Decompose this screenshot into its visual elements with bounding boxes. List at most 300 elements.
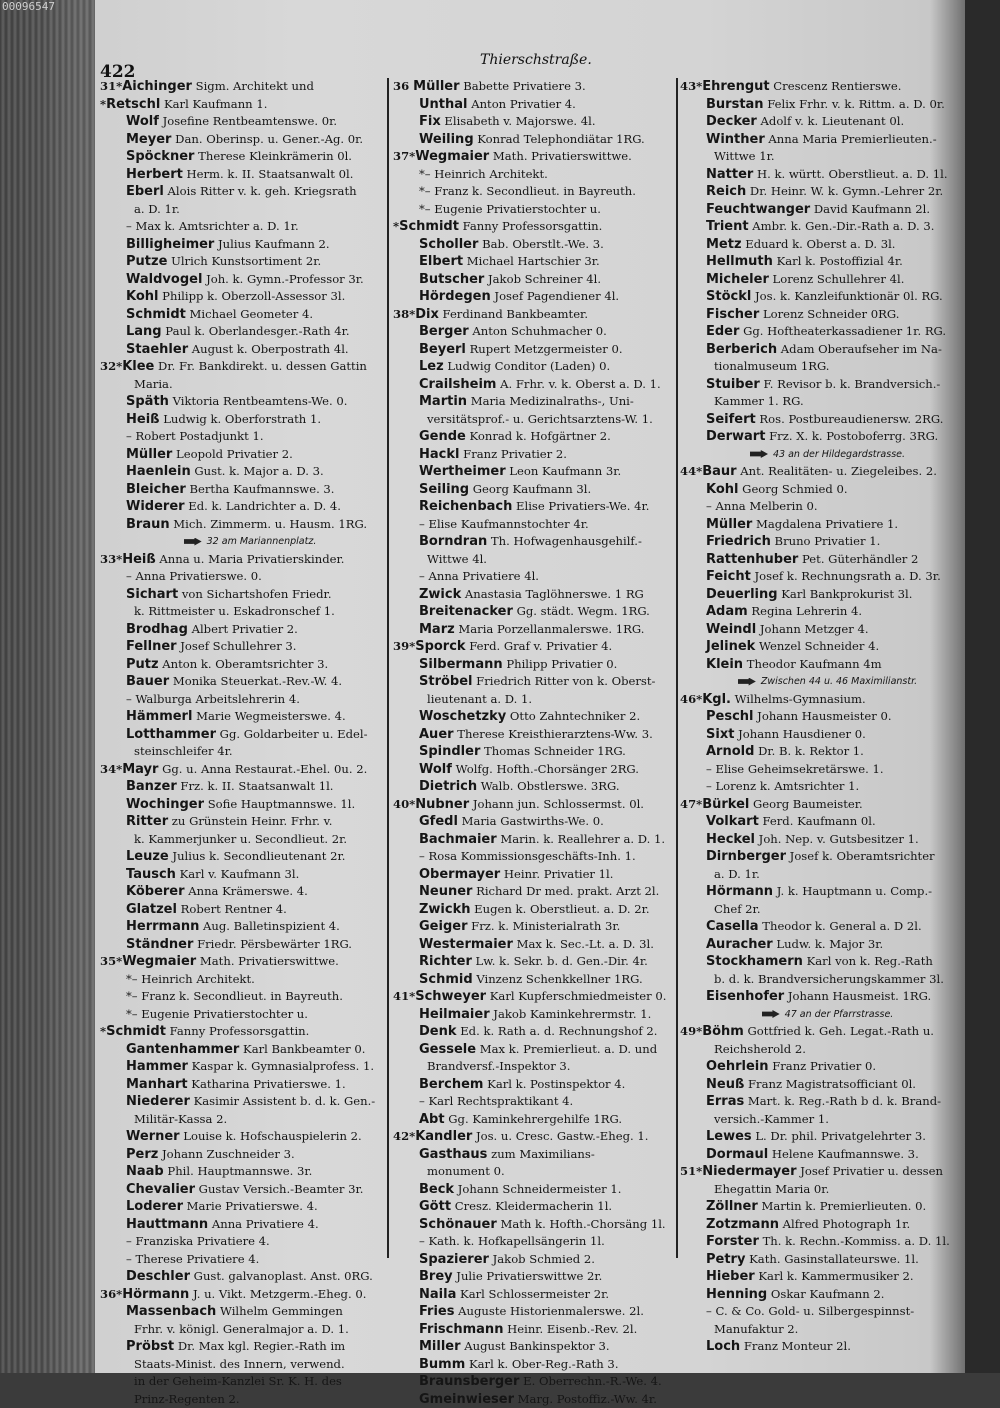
- entry-details: Johann Zuschneider 3.: [158, 1147, 294, 1161]
- directory-entry: [680, 253, 965, 271]
- directory-entry: – C. & Co. Gold- u. Silbergespinnst-: [680, 1303, 965, 1321]
- surname: Waldvogel: [126, 272, 202, 287]
- entry-details: Ludwig Conditor (Laden) 0.: [444, 359, 610, 373]
- entry-details: Joh. k. Gymn.-Professor 3r.: [202, 272, 363, 286]
- entry-details: Bab. Oberstlt.-We. 3.: [478, 237, 603, 251]
- directory-entry: [100, 113, 390, 131]
- surname: Auer: [419, 727, 454, 742]
- surname: Neuß: [706, 1077, 744, 1092]
- directory-entry: [100, 1268, 390, 1286]
- entry-details: Maria Medizinalraths-, Uni-: [467, 394, 634, 408]
- entry-continuation: Wittwe 1r.: [680, 148, 965, 166]
- directory-entry: [680, 1268, 965, 1286]
- directory-entry: [680, 1286, 965, 1304]
- entry-continuation: a. D. 1r.: [680, 866, 965, 884]
- directory-entry: [680, 481, 965, 499]
- entry-details: Georg Kaufmann 3l.: [469, 482, 591, 496]
- house-number: *: [100, 1024, 106, 1038]
- directory-entry: [393, 446, 676, 464]
- entry-details: Josef Privatier u. dessen: [797, 1164, 943, 1178]
- pointing-hand-icon: [184, 538, 202, 546]
- surname: Zotzmann: [706, 1217, 779, 1232]
- entry-details: A. Frhr. v. k. Oberst a. D. 1.: [496, 377, 660, 391]
- surname: Adam: [706, 604, 748, 619]
- entry-details: Karl Kupferschmiedmeister 0.: [486, 989, 666, 1003]
- entry-details: Frz. X. k. Postoboferrg. 3RG.: [765, 429, 938, 443]
- directory-entry: [393, 1321, 676, 1339]
- entry-continuation: monument 0.: [393, 1163, 676, 1181]
- directory-entry: – Walburga Arbeitslehrerin 4.: [100, 691, 390, 709]
- surname: Wolf: [419, 762, 452, 777]
- directory-entry: [393, 656, 676, 674]
- entry-details: Herm. k. II. Staatsanwalt 0l.: [183, 167, 354, 181]
- directory-entry: [100, 1058, 390, 1076]
- entry-details: Alfred Photograph 1r.: [779, 1217, 910, 1231]
- entry-details: von Sichartshofen Friedr.: [178, 587, 331, 601]
- entry-details: Ed. k. Rath a. d. Rechnungshof 2.: [457, 1024, 658, 1038]
- directory-entry: [100, 708, 390, 726]
- house-number: 38*: [393, 307, 415, 321]
- directory-entry: [100, 848, 390, 866]
- directory-entry: [680, 288, 965, 306]
- entry-details: Oskar Kaufmann 2.: [767, 1287, 884, 1301]
- directory-entry: [680, 306, 965, 324]
- directory-entry: [680, 1076, 965, 1094]
- entry-continuation: Reichsherold 2.: [680, 1041, 965, 1059]
- directory-entry: [680, 1251, 965, 1269]
- surname: Decker: [706, 114, 757, 129]
- entry-details: Otto Zahntechniker 2.: [506, 709, 640, 723]
- entry-details: Dr. Fr. Bankdirekt. u. dessen Gattin: [154, 359, 367, 373]
- directory-entry: [393, 1041, 676, 1059]
- entry-details: Max k. Premierlieut. a. D. und: [476, 1042, 657, 1056]
- surname: Dirnberger: [706, 849, 786, 864]
- location-note: [680, 673, 965, 691]
- entry-details: Julius Kaufmann 2.: [214, 237, 329, 251]
- directory-entry: [100, 1023, 390, 1041]
- surname: Spöckner: [126, 149, 194, 164]
- directory-entry: [393, 498, 676, 516]
- directory-entry: [100, 726, 390, 744]
- surname: Zwickh: [419, 902, 471, 917]
- entry-details: Ulrich Kunstsortiment 2r.: [167, 254, 321, 268]
- directory-entry: [393, 533, 676, 551]
- directory-entry: [393, 883, 676, 901]
- surname: Spindler: [419, 744, 480, 759]
- directory-entry: [100, 288, 390, 306]
- surname: Abt: [419, 1112, 445, 1127]
- surname: Wegmaier: [122, 954, 196, 969]
- directory-entry: – Elise Kaufmannstochter 4r.: [393, 516, 676, 534]
- entry-details: Anton Schuhmacher 0.: [469, 324, 607, 338]
- surname: Werner: [126, 1129, 180, 1144]
- entry-continuation: Militär-Kassa 2.: [100, 1111, 390, 1129]
- surname: Eisenhofer: [706, 989, 784, 1004]
- entry-details: Richard Dr med. prakt. Arzt 2l.: [472, 884, 659, 898]
- surname: Hammer: [126, 1059, 188, 1074]
- surname: Schmidt: [126, 307, 186, 322]
- directory-entry: [393, 603, 676, 621]
- entry-details: Konrad k. Hofgärtner 2.: [466, 429, 611, 443]
- directory-entry: [100, 358, 390, 376]
- entry-details: Franz Privatier 0.: [769, 1059, 876, 1073]
- directory-entry: [100, 586, 390, 604]
- directory-entry: – Therese Privatiere 4.: [100, 1251, 390, 1269]
- entry-details: Gg. Goldarbeiter u. Edel-: [216, 727, 368, 741]
- directory-entry: [680, 183, 965, 201]
- directory-entry: [680, 218, 965, 236]
- surname: Hauttmann: [126, 1217, 208, 1232]
- entry-details: Elisabeth v. Majorswe. 4l.: [441, 114, 596, 128]
- directory-entry: [393, 1391, 676, 1408]
- directory-entry: *– Eugenie Privatierstochter u.: [100, 1006, 390, 1024]
- surname: Beck: [419, 1182, 454, 1197]
- entry-details: Wenzel Schneider 4.: [755, 639, 879, 653]
- entry-details: Gg. u. Anna Restaurat.-Ehel. 0u. 2.: [158, 762, 367, 776]
- entry-details: Adolf v. k. Lieutenant 0l.: [757, 114, 904, 128]
- surname: Peschl: [706, 709, 754, 724]
- entry-details: Ludwig k. Oberforstrath 1.: [160, 412, 322, 426]
- entry-details: Sofie Hauptmannswe. 1l.: [204, 797, 355, 811]
- directory-entry: [100, 918, 390, 936]
- directory-entry: [100, 411, 390, 429]
- directory-entry: [100, 1163, 390, 1181]
- entry-details: Maria Gastwirths-We. 0.: [458, 814, 604, 828]
- entry-details: Elise Privatiers-We. 4r.: [512, 499, 649, 513]
- entry-continuation: lieutenant a. D. 1.: [393, 691, 676, 709]
- directory-entry: [393, 831, 676, 849]
- surname: Sixt: [706, 727, 734, 742]
- surname: Stockhamern: [706, 954, 803, 969]
- directory-entry: [100, 1303, 390, 1321]
- entry-details: Eduard k. Oberst a. D. 3l.: [742, 237, 896, 251]
- note-text: Zwischen 44 u. 46 Maximilianstr.: [761, 676, 917, 687]
- surname: Mayr: [122, 762, 158, 777]
- entry-details: L. Dr. phil. Privatgelehrter 3.: [752, 1129, 926, 1143]
- directory-entry: [393, 796, 676, 814]
- surname: Friedrich: [706, 534, 771, 549]
- entry-details: Josef k. Rechnungsrath a. D. 3r.: [751, 569, 941, 583]
- directory-entry: [680, 743, 965, 761]
- surname: Schmidt: [399, 219, 459, 234]
- directory-entry: [393, 1216, 676, 1234]
- surname: Heiß: [122, 552, 156, 567]
- directory-entry: – Rosa Kommissionsgeschäfts-Inh. 1.: [393, 848, 676, 866]
- surname: Reich: [706, 184, 746, 199]
- entry-details: August Bankinspektor 3.: [461, 1339, 610, 1353]
- directory-entry: [393, 988, 676, 1006]
- entry-details: Babette Privatiere 3.: [460, 79, 586, 93]
- directory-entry: [393, 1286, 676, 1304]
- entry-details: Anna Krämerswe. 4.: [185, 884, 308, 898]
- entry-details: Ferd. Kaufmann 0l.: [759, 814, 876, 828]
- directory-entry: [393, 271, 676, 289]
- surname: Glatzel: [126, 902, 177, 917]
- entry-details: Karl von k. Reg.-Rath: [803, 954, 933, 968]
- directory-entry: [100, 183, 390, 201]
- entry-details: Wilhelms-Gymnasium.: [731, 692, 866, 706]
- entry-details: Anton k. Oberamtsrichter 3.: [159, 657, 329, 671]
- location-note: [680, 446, 965, 464]
- entry-details: Karl Kaufmann 1.: [160, 97, 267, 111]
- surname: Derwart: [706, 429, 765, 444]
- entry-continuation: versich.-Kammer 1.: [680, 1111, 965, 1129]
- note-text: 32 am Mariannenplatz.: [207, 536, 317, 547]
- house-number: 47*: [680, 797, 702, 811]
- directory-entry: [393, 1111, 676, 1129]
- directory-entry: [393, 288, 676, 306]
- surname: Fix: [419, 114, 441, 129]
- surname: Henning: [706, 1287, 767, 1302]
- directory-entry: [100, 253, 390, 271]
- surname: Jelinek: [706, 639, 755, 654]
- surname: Weindl: [706, 622, 756, 637]
- surname: Breitenacker: [419, 604, 513, 619]
- surname: Braunsberger: [419, 1374, 519, 1389]
- surname: Elbert: [419, 254, 463, 269]
- surname: Seifert: [706, 412, 756, 427]
- entry-details: Ambr. k. Gen.-Dir.-Rath a. D. 3.: [749, 219, 935, 233]
- surname: Deschler: [126, 1269, 190, 1284]
- directory-entry: [393, 1251, 676, 1269]
- directory-entry: [100, 1041, 390, 1059]
- directory-entry: [100, 1216, 390, 1234]
- directory-entry: [393, 306, 676, 324]
- entry-details: Karl k. Postoffizial 4r.: [773, 254, 903, 268]
- surname: Geiger: [419, 919, 467, 934]
- entry-details: Fanny Professorsgattin.: [459, 219, 602, 233]
- directory-entry: [680, 988, 965, 1006]
- surname: Haenlein: [126, 464, 191, 479]
- surname: Bleicher: [126, 482, 186, 497]
- directory-entry: [680, 376, 965, 394]
- entry-details: Anna Maria Premierlieuten.-: [765, 132, 937, 146]
- directory-entry: [680, 1023, 965, 1041]
- directory-column-2: [393, 78, 676, 1408]
- surname: Gende: [419, 429, 466, 444]
- entry-details: Anton Privatier 4.: [468, 97, 576, 111]
- surname: Naila: [419, 1287, 456, 1302]
- entry-details: Felix Frhr. v. k. Rittm. a. D. 0r.: [764, 97, 945, 111]
- directory-entry: – Lorenz k. Amtsrichter 1.: [680, 778, 965, 796]
- directory-entry: [393, 481, 676, 499]
- entry-details: J. k. Hauptmann u. Comp.-: [773, 884, 932, 898]
- directory-entry: [393, 1198, 676, 1216]
- directory-entry: [680, 1058, 965, 1076]
- entry-details: Max k. Sec.-Lt. a. D. 3l.: [513, 937, 654, 951]
- location-note: [680, 1006, 965, 1024]
- directory-entry: [393, 761, 676, 779]
- directory-entry: [100, 236, 390, 254]
- surname: Braun: [126, 517, 170, 532]
- location-note: [100, 533, 390, 551]
- directory-entry: [680, 411, 965, 429]
- entry-details: Johann Schneidermeister 1.: [454, 1182, 621, 1196]
- house-number: 46*: [680, 692, 702, 706]
- house-number: 34*: [100, 762, 122, 776]
- directory-entry: [680, 1146, 965, 1164]
- directory-entry: [680, 726, 965, 744]
- surname: Miller: [419, 1339, 461, 1354]
- entry-details: Wolfg. Hofth.-Chorsänger 2RG.: [452, 762, 639, 776]
- directory-entry: [393, 901, 676, 919]
- surname: Silbermann: [419, 657, 503, 672]
- entry-details: Paul k. Oberlandesger.-Rath 4r.: [162, 324, 350, 338]
- surname: Gasthaus: [419, 1147, 487, 1162]
- entry-details: Theodor Kaufmann 4m: [743, 657, 882, 671]
- entry-details: Dr. Heinr. W. k. Gymn.-Lehrer 2r.: [746, 184, 943, 198]
- house-number: 44*: [680, 464, 702, 478]
- directory-entry: [680, 1233, 965, 1251]
- directory-entry: [100, 1146, 390, 1164]
- entry-continuation: Frhr. v. königl. Generalmajor a. D. 1.: [100, 1321, 390, 1339]
- entry-details: Mich. Zimmerm. u. Hausm. 1RG.: [170, 517, 367, 531]
- directory-entry: [393, 218, 676, 236]
- directory-entry: – Karl Rechtspraktikant 4.: [393, 1093, 676, 1111]
- entry-details: Jakob Schreiner 4l.: [484, 272, 601, 286]
- entry-details: Th. Hofwagenhausgehilf.-: [487, 534, 642, 548]
- entry-details: Johann jun. Schlossermst. 0l.: [469, 797, 644, 811]
- directory-entry: – Anna Melberin 0.: [680, 498, 965, 516]
- surname: Feuchtwanger: [706, 202, 810, 217]
- directory-entry: – Anna Privatiere 4l.: [393, 568, 676, 586]
- entry-details: Gottfried k. Geh. Legat.-Rath u.: [744, 1024, 934, 1038]
- directory-entry: [393, 131, 676, 149]
- surname: Retschl: [106, 97, 160, 112]
- directory-entry: [393, 78, 676, 96]
- surname: Tausch: [126, 867, 176, 882]
- directory-entry: [393, 341, 676, 359]
- directory-entry: [100, 883, 390, 901]
- entry-details: Martin k. Premierlieuten. 0.: [758, 1199, 926, 1213]
- entry-details: Anastasia Taglöhnerswe. 1 RG: [461, 587, 644, 601]
- directory-entry: [393, 813, 676, 831]
- entry-details: Marg. Postoffiz.-Ww. 4r.: [514, 1392, 657, 1406]
- entry-continuation: b. d. k. Brandversicherungskammer 3l.: [680, 971, 965, 989]
- entry-details: Karl k. Ober-Reg.-Rath 3.: [465, 1357, 618, 1371]
- directory-entry: [393, 1303, 676, 1321]
- directory-entry: [100, 1198, 390, 1216]
- directory-entry: [680, 516, 965, 534]
- directory-entry: [100, 673, 390, 691]
- surname: Kohl: [126, 289, 159, 304]
- directory-entry: – Max k. Amtsrichter a. D. 1r.: [100, 218, 390, 236]
- directory-entry: [100, 1286, 390, 1304]
- directory-entry: [100, 271, 390, 289]
- surname: Kohl: [706, 482, 739, 497]
- directory-entry: [393, 1076, 676, 1094]
- directory-entry: [393, 971, 676, 989]
- entry-details: Th. k. Rechn.-Kommiss. a. D. 1l.: [759, 1234, 950, 1248]
- directory-entry: [393, 1146, 676, 1164]
- house-number: 35*: [100, 954, 122, 968]
- entry-details: Bruno Privatier 1.: [771, 534, 880, 548]
- directory-entry: [393, 1268, 676, 1286]
- surname: Schönauer: [419, 1217, 497, 1232]
- surname: Müller: [413, 79, 459, 94]
- directory-entry: [393, 148, 676, 166]
- surname: Schmid: [419, 972, 473, 987]
- surname: Banzer: [126, 779, 177, 794]
- directory-entry: [100, 131, 390, 149]
- surname: Volkart: [706, 814, 759, 829]
- surname: Böhm: [702, 1024, 744, 1039]
- entry-details: Vinzenz Schenkkellner 1RG.: [473, 972, 643, 986]
- surname: Schweyer: [415, 989, 486, 1004]
- directory-entry: [393, 726, 676, 744]
- directory-entry: [100, 341, 390, 359]
- directory-entry: [680, 1093, 965, 1111]
- entry-details: zum Maximilians-: [487, 1147, 594, 1161]
- directory-entry: [100, 761, 390, 779]
- entry-details: Heinr. Privatier 1l.: [500, 867, 613, 881]
- entry-details: Crescenz Rentierswe.: [770, 79, 902, 93]
- directory-entry: [100, 78, 390, 96]
- directory-entry: [393, 638, 676, 656]
- entry-details: Karl Bankbeamter 0.: [239, 1042, 365, 1056]
- entry-details: Auguste Historienmalerswe. 2l.: [454, 1304, 643, 1318]
- directory-entry: [100, 323, 390, 341]
- surname: Spazierer: [419, 1252, 489, 1267]
- entry-details: Ferd. Graf v. Privatier 4.: [466, 639, 613, 653]
- surname: Späth: [126, 394, 169, 409]
- house-number: 43*: [680, 79, 702, 93]
- surname: Massenbach: [126, 1304, 216, 1319]
- surname: Marz: [419, 622, 455, 637]
- entry-continuation: a. D. 1r.: [100, 201, 390, 219]
- directory-entry: [680, 323, 965, 341]
- surname: Butscher: [419, 272, 484, 287]
- surname: Berchem: [419, 1077, 483, 1092]
- surname: Heckel: [706, 832, 755, 847]
- surname: Obermayer: [419, 867, 500, 882]
- surname: Petry: [706, 1252, 745, 1267]
- entry-details: Gust. k. Major a. D. 3.: [191, 464, 324, 478]
- surname: Winther: [706, 132, 765, 147]
- book-spine-gutter: [0, 0, 95, 1373]
- surname: Borndran: [419, 534, 487, 549]
- directory-entry: – Robert Postadjunkt 1.: [100, 428, 390, 446]
- surname: Lewes: [706, 1129, 752, 1144]
- entry-details: Wilhelm Gemmingen: [216, 1304, 343, 1318]
- surname: Schmidt: [106, 1024, 166, 1039]
- house-number: 41*: [393, 989, 415, 1003]
- surname: Richter: [419, 954, 472, 969]
- entry-details: Leopold Privatier 2.: [172, 447, 292, 461]
- directory-entry: [680, 113, 965, 131]
- directory-entry: [100, 306, 390, 324]
- entry-details: Georg Schmied 0.: [739, 482, 848, 496]
- entry-details: J. u. Vikt. Metzgerm.-Eheg. 0.: [189, 1287, 366, 1301]
- directory-entry: [100, 866, 390, 884]
- directory-entry: [393, 1128, 676, 1146]
- entry-details: zu Grünstein Heinr. Frhr. v.: [168, 814, 332, 828]
- surname: Herrmann: [126, 919, 199, 934]
- directory-entry: [393, 778, 676, 796]
- directory-entry: [100, 813, 390, 831]
- entry-details: Helene Kaufmannswe. 3.: [768, 1147, 919, 1161]
- note-text: 47 an der Pfarrstrasse.: [785, 1009, 894, 1020]
- directory-entry: [680, 1128, 965, 1146]
- entry-details: Marie Privatierswe. 4.: [183, 1199, 318, 1213]
- surname: Niedermayer: [702, 1164, 796, 1179]
- entry-details: Jakob Kaminkehrermstr. 1.: [490, 1007, 652, 1021]
- directory-entry: [680, 936, 965, 954]
- surname: Hellmuth: [706, 254, 773, 269]
- entry-details: Lorenz Schullehrer 4l.: [769, 272, 905, 286]
- entry-continuation: Maria.: [100, 376, 390, 394]
- entry-details: Karl k. Kammermusiker 2.: [755, 1269, 914, 1283]
